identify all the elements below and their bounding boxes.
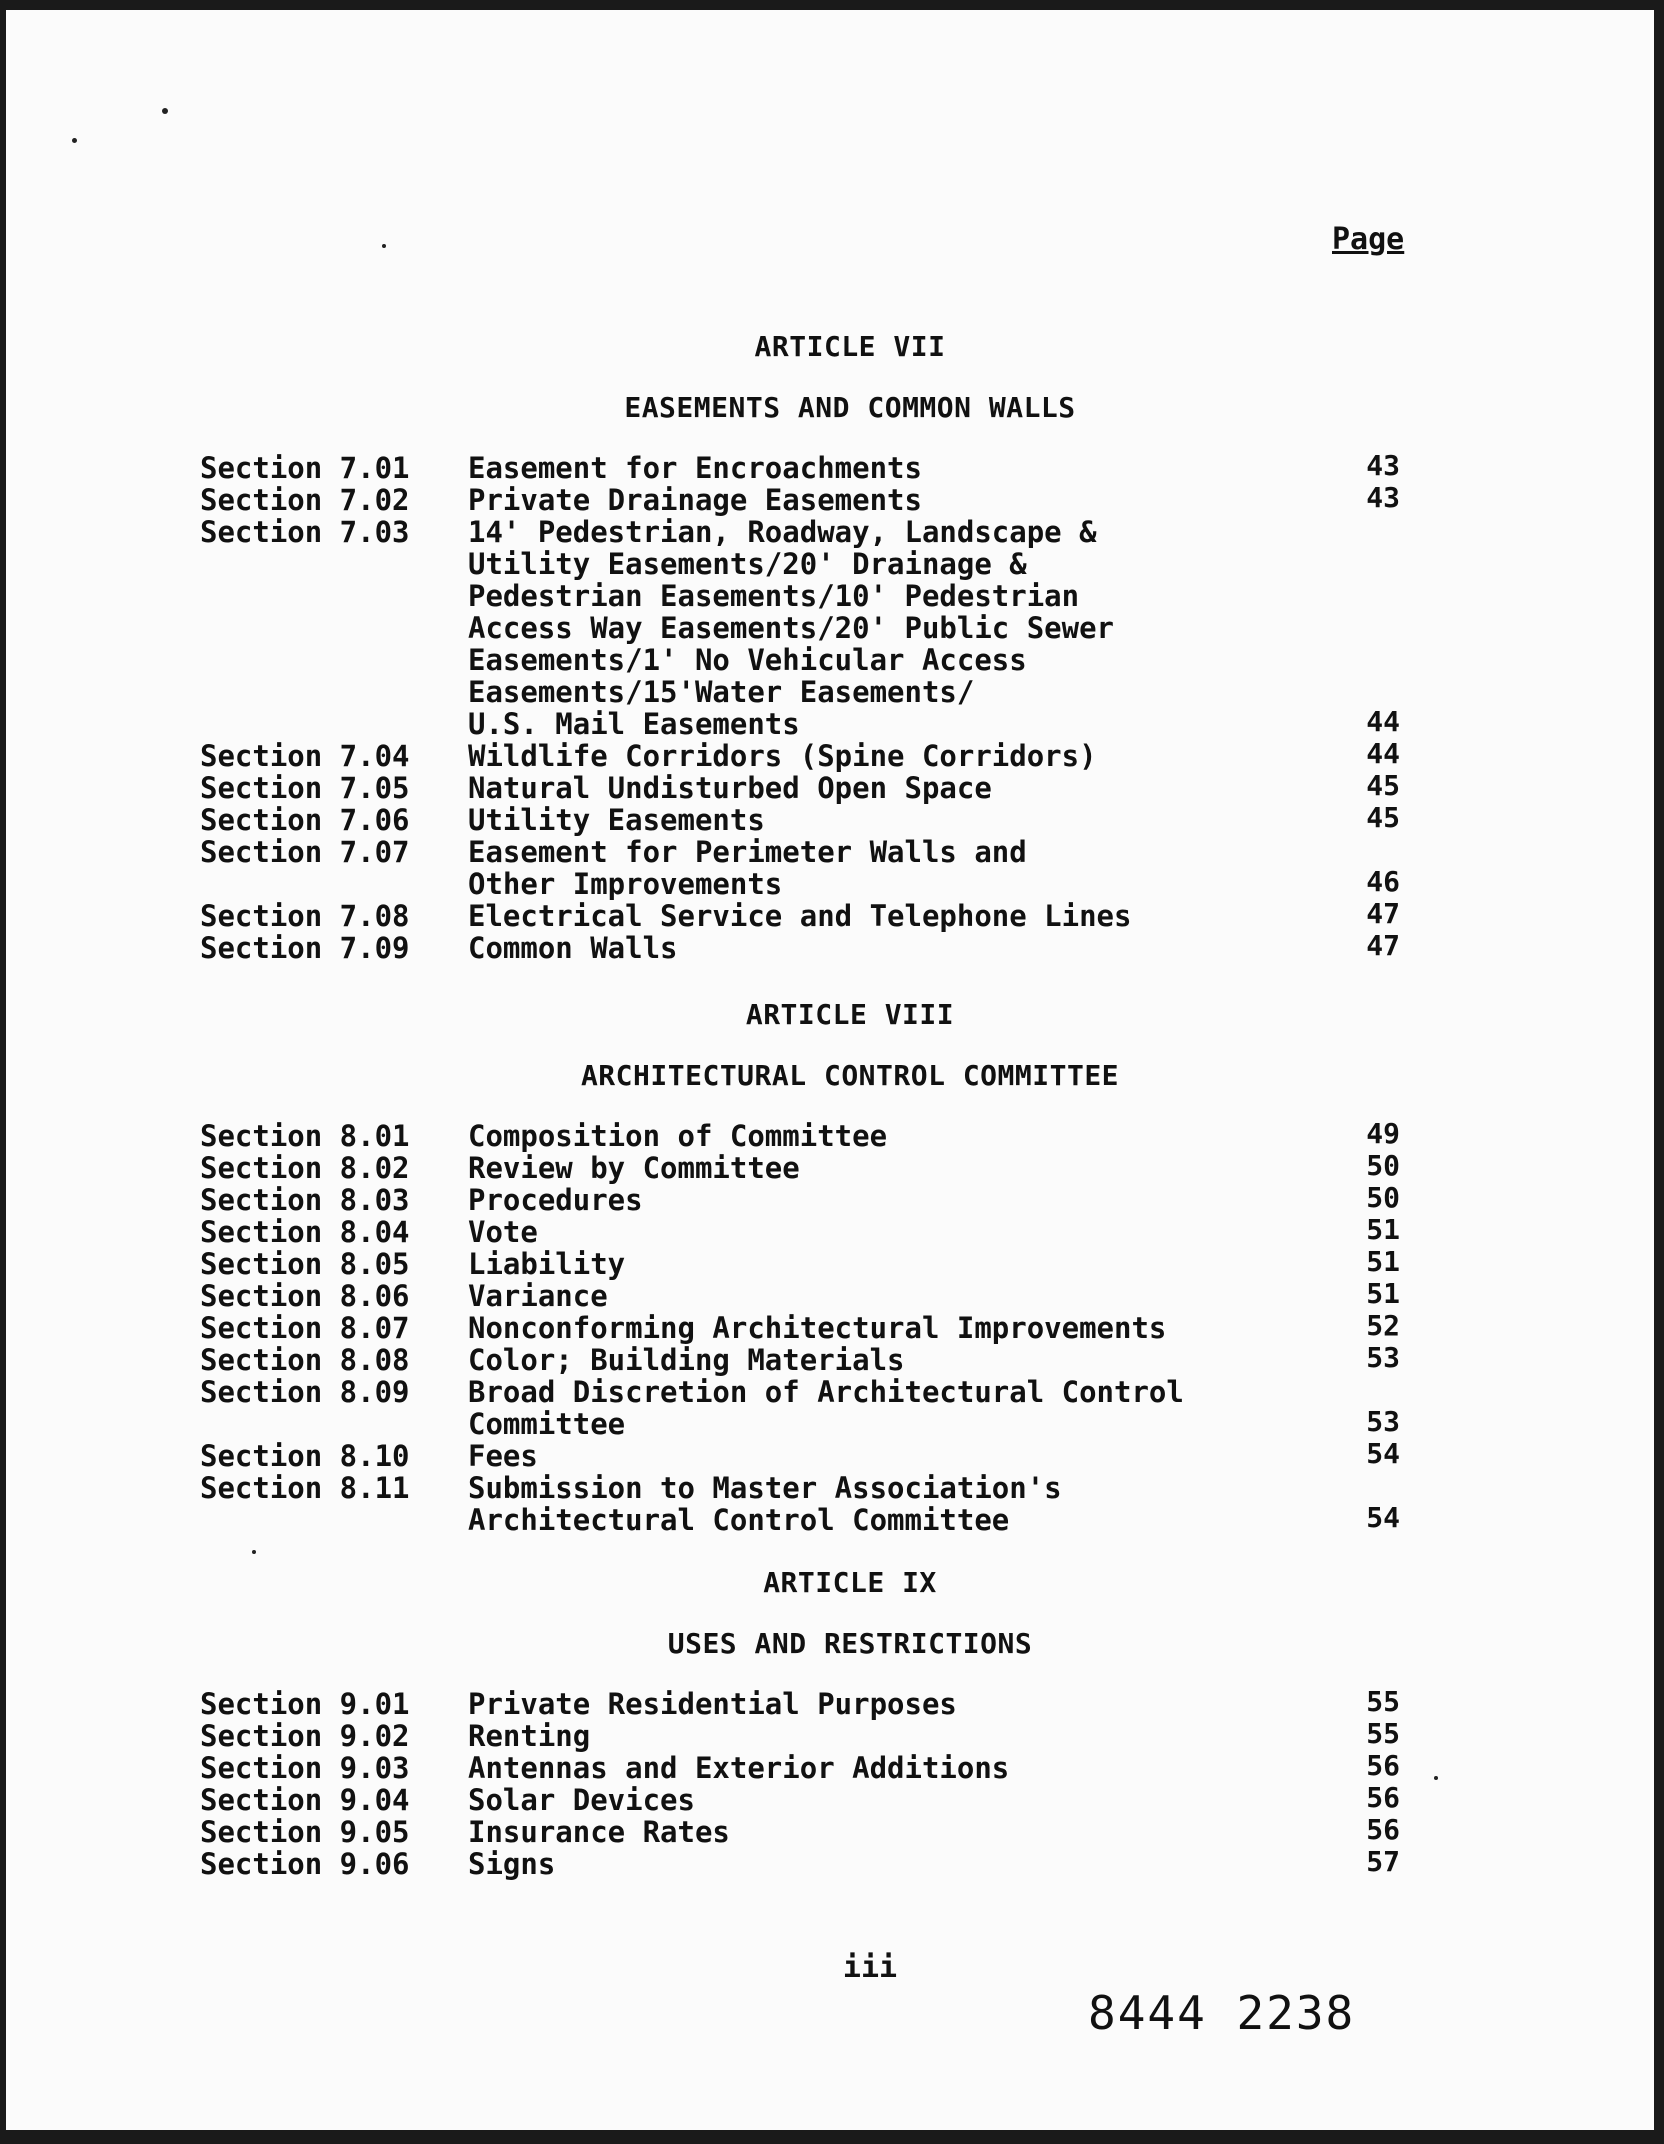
section-title: Liability [468,1247,626,1281]
section-title: Natural Undisturbed Open Space [468,771,992,805]
section-page-number: 46 [1366,865,1400,898]
section-title: Broad Discretion of Architectural Control Committee [468,1375,1184,1441]
article-subtitle: EASEMENTS AND COMMON WALLS [624,391,1076,424]
toc-entry [6,897,1654,933]
section-title: Vote [468,1215,538,1249]
section-number: Section 8.08 [200,1343,410,1377]
section-title: Submission to Master Association's Architectural Control Committee [468,1471,1062,1537]
toc-entry [6,1749,1654,1785]
article-title: ARTICLE VII [754,330,946,363]
section-title: Solar Devices [468,1783,695,1817]
toc-entry [6,1309,1654,1345]
section-page-number: 49 [1366,1117,1400,1150]
toc-entry [6,1277,1654,1313]
toc-entry [6,1149,1654,1185]
article-vii [6,330,1654,964]
section-title: Wildlife Corridors (Spine Corridors) [468,739,1097,773]
section-list [6,1117,1654,1537]
section-number: Section 8.11 [200,1471,410,1505]
document-page [6,10,1654,2130]
document-number: 8444 2238 [1088,1986,1356,2040]
toc-entry [6,1781,1654,1817]
section-page-number: 53 [1366,1405,1400,1438]
toc-entry [6,1472,1654,1536]
section-number: Section 9.06 [200,1847,410,1881]
section-title: 14' Pedestrian, Roadway, Landscape & Utility Easements/20' Drainage & Pedestrian Easements/10' Pedestrian Access Way Easements/20' Public Sewer Easements/1' No Vehicular Access Easements/15'Water Easements/ U.S. Mail Easements [468,515,1115,741]
section-page-number: 56 [1366,1749,1400,1782]
page-column-header: Page [1332,222,1405,257]
toc-entry [6,737,1654,773]
section-number: Section 7.08 [200,899,410,933]
section-page-number: 54 [1366,1501,1400,1534]
section-title: Signs [468,1847,556,1881]
section-page-number: 47 [1366,897,1400,930]
section-number: Section 7.05 [200,771,410,805]
toc-entry [6,1437,1654,1473]
section-number: Section 7.01 [200,451,410,485]
section-title: Procedures [468,1183,643,1217]
toc-entry [6,1845,1654,1881]
toc-entry [6,769,1654,805]
scan-speck [1434,1776,1438,1780]
toc-entry [6,1717,1654,1753]
section-title: Insurance Rates [468,1815,730,1849]
section-page-number: 50 [1366,1149,1400,1182]
section-number: Section 8.02 [200,1151,410,1185]
article-ix [6,1566,1654,1880]
section-list [6,449,1654,965]
section-page-number: 55 [1366,1717,1400,1750]
section-number: Section 8.05 [200,1247,410,1281]
section-page-number: 55 [1366,1685,1400,1718]
section-number: Section 7.06 [200,803,410,837]
section-page-number: 56 [1366,1813,1400,1846]
section-title: Electrical Service and Telephone Lines [468,899,1132,933]
section-page-number: 47 [1366,929,1400,962]
article-viii [6,998,1654,1536]
scan-speck [72,138,77,143]
section-title: Variance [468,1279,608,1313]
section-page-number: 56 [1366,1781,1400,1814]
toc-entry [6,1341,1654,1377]
section-number: Section 9.03 [200,1751,410,1785]
article-title: ARTICLE IX [763,1566,937,1599]
toc-entry [6,516,1654,740]
section-page-number: 50 [1366,1181,1400,1214]
section-number: Section 7.07 [200,835,410,869]
section-title: Color; Building Materials [468,1343,905,1377]
section-title: Renting [468,1719,591,1753]
section-number: Section 9.04 [200,1783,410,1817]
section-page-number: 45 [1366,769,1400,802]
toc-entry [6,1245,1654,1281]
toc-entry [6,449,1654,485]
scan-speck [252,1550,256,1554]
article-subtitle: USES AND RESTRICTIONS [667,1627,1033,1660]
section-list [6,1685,1654,1881]
toc-entry [6,929,1654,965]
toc-entry [6,1685,1654,1721]
toc-entry [6,801,1654,837]
section-page-number: 52 [1366,1309,1400,1342]
section-number: Section 8.07 [200,1311,410,1345]
section-number: Section 7.02 [200,483,410,517]
section-number: Section 7.03 [200,515,410,549]
section-title: Fees [468,1439,538,1473]
section-title: Private Drainage Easements [468,483,922,517]
section-number: Section 8.06 [200,1279,410,1313]
section-title: Easement for Perimeter Walls and Other Improvements [468,835,1027,901]
section-page-number: 43 [1366,449,1400,482]
section-number: Section 7.04 [200,739,410,773]
section-number: Section 8.09 [200,1375,410,1409]
section-number: Section 8.10 [200,1439,410,1473]
toc-entry [6,1181,1654,1217]
scan-speck [162,108,168,114]
toc-entry [6,1213,1654,1249]
section-page-number: 51 [1366,1277,1400,1310]
section-page-number: 53 [1366,1341,1400,1374]
section-page-number: 45 [1366,801,1400,834]
section-number: Section 7.09 [200,931,410,965]
section-title: Common Walls [468,931,678,965]
section-page-number: 43 [1366,481,1400,514]
section-number: Section 9.02 [200,1719,410,1753]
section-title: Utility Easements [468,803,765,837]
toc-entry [6,1117,1654,1153]
article-subtitle: ARCHITECTURAL CONTROL COMMITTEE [580,1059,1120,1092]
toc-entry [6,836,1654,900]
section-page-number: 44 [1366,737,1400,770]
section-title: Antennas and Exterior Additions [468,1751,1010,1785]
section-number: Section 9.05 [200,1815,410,1849]
section-page-number: 51 [1366,1245,1400,1278]
toc-entry [6,1376,1654,1440]
scan-speck [382,244,386,248]
toc-entry [6,1813,1654,1849]
section-number: Section 8.04 [200,1215,410,1249]
section-title: Nonconforming Architectural Improvements [468,1311,1167,1345]
section-page-number: 51 [1366,1213,1400,1246]
section-title: Private Residential Purposes [468,1687,957,1721]
article-title: ARTICLE VIII [745,998,955,1031]
section-page-number: 44 [1366,705,1400,738]
section-page-number: 54 [1366,1437,1400,1470]
section-title: Composition of Committee [468,1119,888,1153]
section-page-number: 57 [1366,1845,1400,1878]
roman-page-number: iii [842,1950,898,1985]
section-title: Easement for Encroachments [468,451,922,485]
section-number: Section 8.03 [200,1183,410,1217]
section-title: Review by Committee [468,1151,800,1185]
section-number: Section 8.01 [200,1119,410,1153]
toc-entry [6,481,1654,517]
section-number: Section 9.01 [200,1687,410,1721]
